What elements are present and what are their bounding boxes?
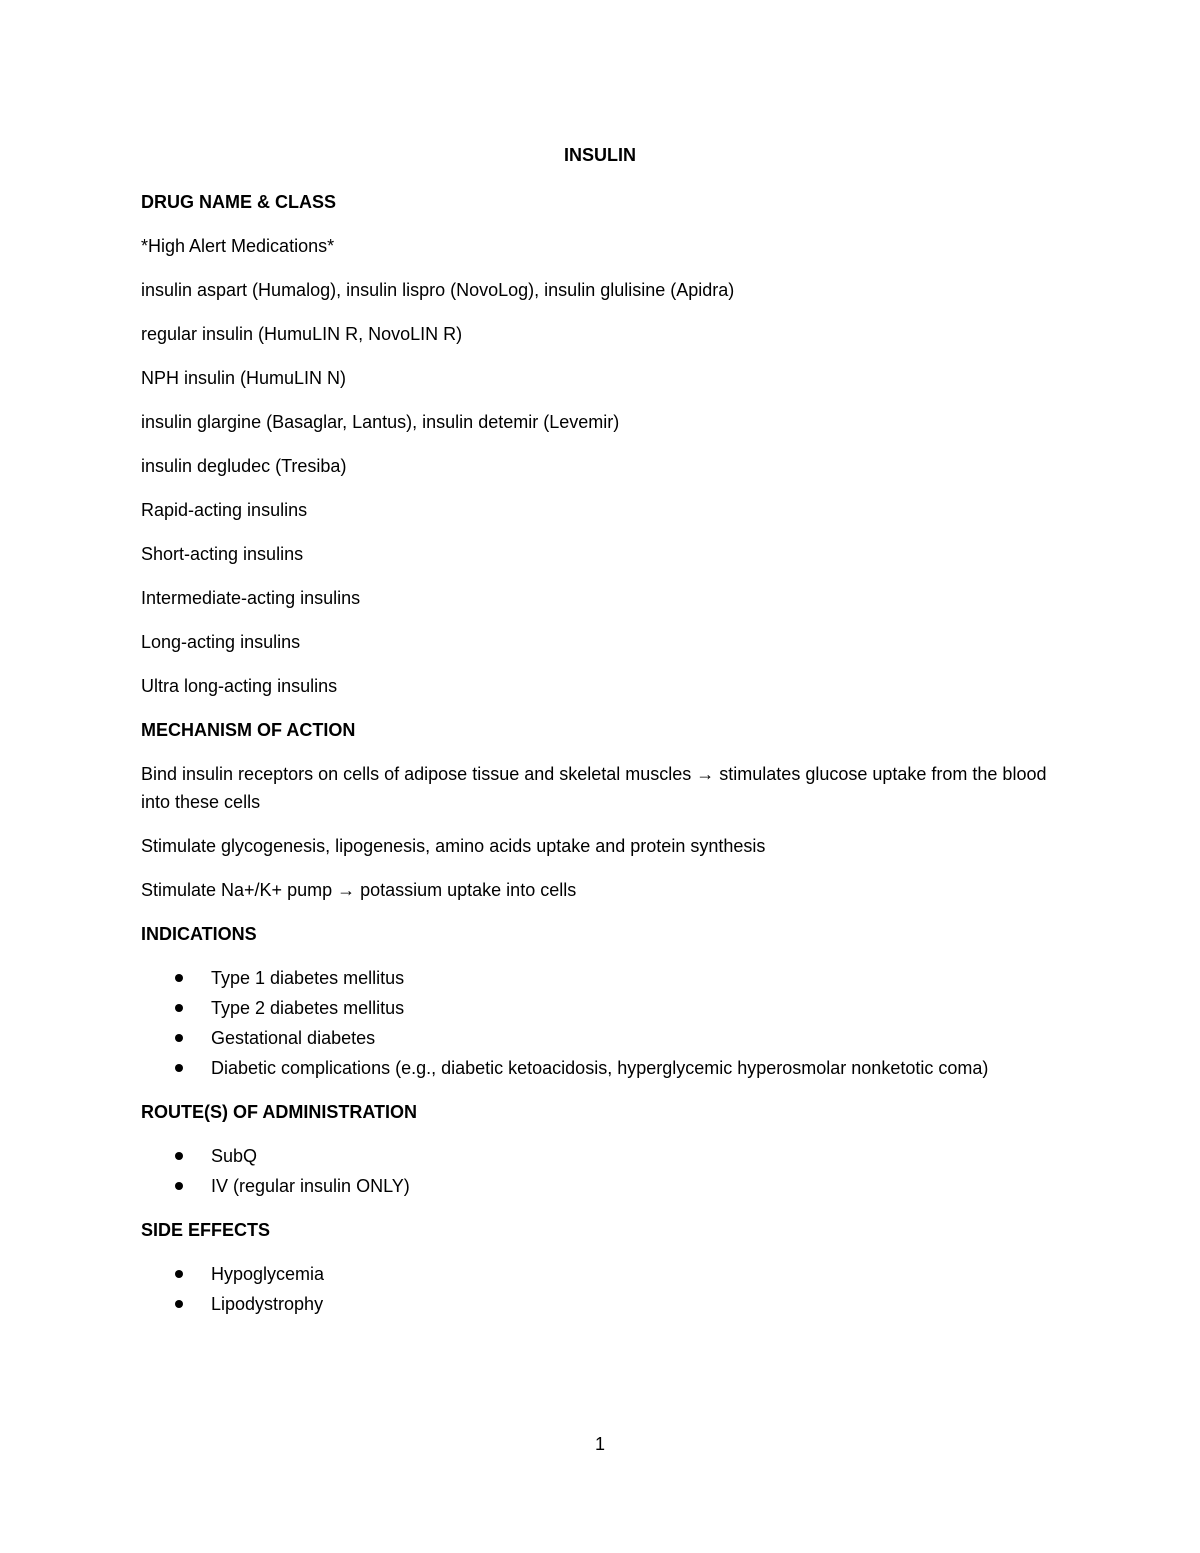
document-body xyxy=(141,188,1061,1334)
drug-line: insulin aspart (Humalog), insulin lispro (NovoLog), insulin glulisine (Apidra) xyxy=(141,280,735,300)
drug-class-line: Ultra long-acting insulins xyxy=(141,676,338,696)
section-heading-mechanism: MECHANISM OF ACTION xyxy=(141,720,356,740)
drug-class-line: Intermediate-acting insulins xyxy=(141,588,361,608)
mechanism-line: Bind insulin receptors on cells of adipose tissue and skeletal muscles → stimulates glucose uptake from the blood into these cells xyxy=(141,764,1047,812)
bullet-icon xyxy=(175,1300,183,1308)
list-item xyxy=(141,1172,1061,1200)
bullet-icon xyxy=(175,974,183,982)
list-item-text: Lipodystrophy xyxy=(211,1294,324,1314)
list-item xyxy=(141,1290,1061,1318)
list-item-text: Hypoglycemia xyxy=(211,1264,325,1284)
list-item-text: Gestational diabetes xyxy=(211,1028,376,1048)
list-item-text: Type 2 diabetes mellitus xyxy=(211,998,405,1018)
list-item xyxy=(141,1260,1061,1288)
section-heading-side-effects: SIDE EFFECTS xyxy=(141,1220,271,1240)
mechanism-line: Stimulate glycogenesis, lipogenesis, amino acids uptake and protein synthesis xyxy=(141,836,766,856)
bullet-icon xyxy=(175,1152,183,1160)
drug-class-line: Rapid-acting insulins xyxy=(141,500,308,520)
drug-line: insulin degludec (Tresiba) xyxy=(141,456,347,476)
list-item-text: IV (regular insulin ONLY) xyxy=(211,1176,410,1196)
drug-class-line: Long-acting insulins xyxy=(141,632,301,652)
bullet-icon xyxy=(175,1034,183,1042)
list-item xyxy=(141,1024,1061,1052)
document-title: INSULIN xyxy=(564,145,636,165)
list-item xyxy=(141,1142,1061,1170)
list-item xyxy=(141,1054,1061,1082)
mechanism-line: Stimulate Na+/K+ pump → potassium uptake into cells xyxy=(141,880,577,900)
list-item-text: SubQ xyxy=(211,1146,258,1166)
section-heading-routes: ROUTE(S) OF ADMINISTRATION xyxy=(141,1102,417,1122)
side-effects-list xyxy=(141,1260,1061,1318)
drug-line: NPH insulin (HumuLIN N) xyxy=(141,368,347,388)
list-item xyxy=(141,964,1061,992)
drug-class-line: Short-acting insulins xyxy=(141,544,304,564)
section-heading-drug-name: DRUG NAME & CLASS xyxy=(141,192,337,212)
drug-line: insulin glargine (Basaglar, Lantus), insulin detemir (Levemir) xyxy=(141,412,620,432)
page-number: 1 xyxy=(594,1434,605,1454)
drug-line: *High Alert Medications* xyxy=(141,236,335,256)
bullet-icon xyxy=(175,1270,183,1278)
routes-list xyxy=(141,1142,1061,1200)
list-item-text: Diabetic complications (e.g., diabetic ketoacidosis, hyperglycemic hyperosmolar nonketotic coma) xyxy=(211,1058,989,1078)
list-item-text: Type 1 diabetes mellitus xyxy=(211,968,405,988)
section-heading-indications: INDICATIONS xyxy=(141,924,257,944)
bullet-icon xyxy=(175,1004,183,1012)
list-item xyxy=(141,994,1061,1022)
drug-line: regular insulin (HumuLIN R, NovoLIN R) xyxy=(141,324,463,344)
bullet-icon xyxy=(175,1182,183,1190)
indications-list xyxy=(141,964,1061,1082)
bullet-icon xyxy=(175,1064,183,1072)
